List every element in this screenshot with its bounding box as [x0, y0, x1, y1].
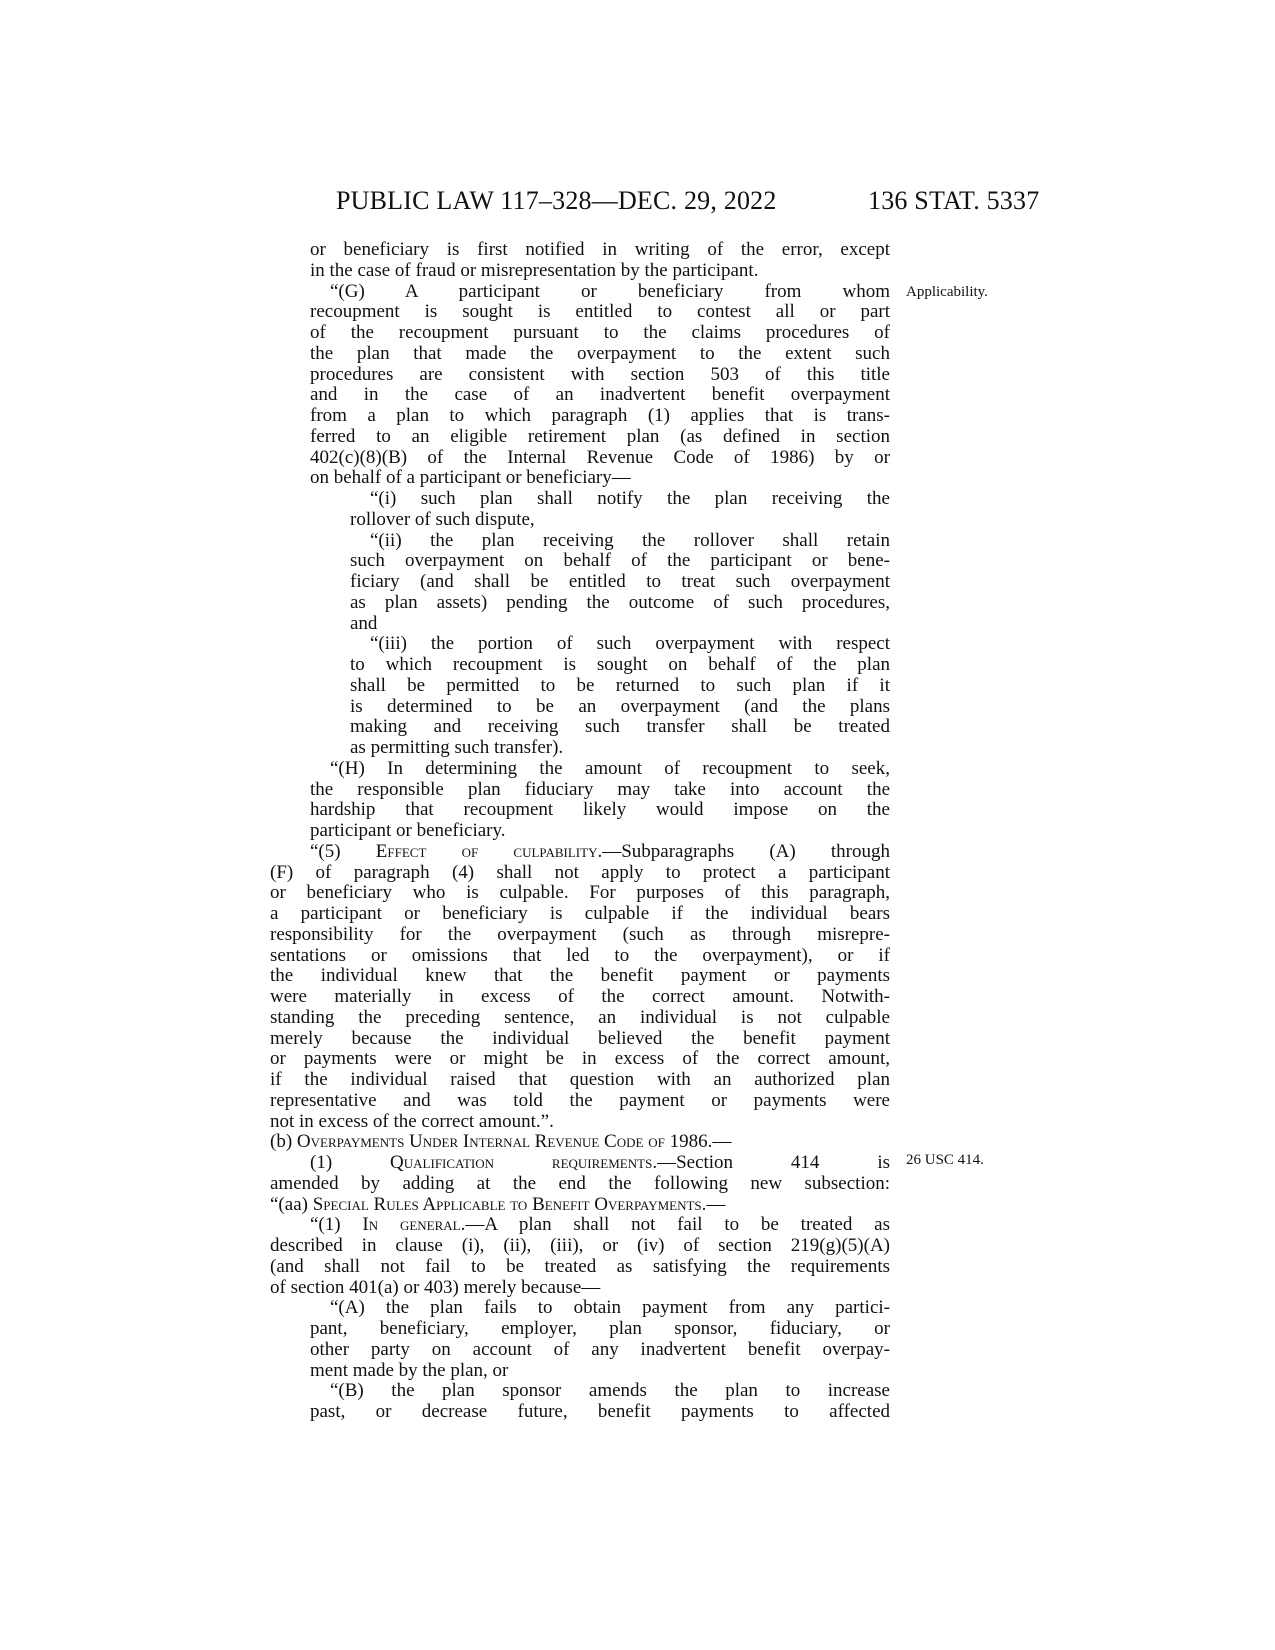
- text-line: [270, 987, 890, 1008]
- line-prefix: (1): [310, 1153, 391, 1173]
- line-text: to which recoupment is sought on behalf of the plan: [350, 655, 890, 675]
- line-text: representative and was told the payment or payments were: [270, 1090, 890, 1111]
- line-text: the responsible plan fiduciary may take into account the: [310, 779, 890, 800]
- line-text: .—: [701, 1193, 726, 1215]
- line-text: “(B) the plan sponsor amends the plan to increase: [330, 1381, 890, 1402]
- running-head-left: PUBLIC LAW 117–328—DEC. 29, 2022: [336, 186, 777, 215]
- line-text: recoupment is sought is entitled to contest all or part: [310, 302, 890, 323]
- line-text: ment made by the plan, or: [310, 1359, 509, 1381]
- text-line: [270, 385, 890, 406]
- line-text: if the individual raised that question with an authorized plan: [270, 1070, 890, 1090]
- text-line: [270, 1215, 890, 1236]
- line-prefix: (b): [270, 1131, 297, 1153]
- text-line: [270, 1236, 890, 1257]
- line-text: not in excess of the correct amount.”.: [270, 1110, 554, 1132]
- section-heading: In general: [362, 1215, 461, 1236]
- section-heading: Special Rules Applicable to Benefit Overpayments: [312, 1193, 702, 1215]
- line-text: or payments were or might be in excess of the correct amount,: [270, 1049, 890, 1070]
- line-text: and in the case of an inadvertent benefit overpayment: [310, 385, 890, 406]
- line-text: .—: [707, 1131, 732, 1153]
- line-text: in the case of fraud or misrepresentation by the participant.: [310, 259, 759, 281]
- line-text: “(H) In determining the amount of recoupment to seek,: [330, 758, 890, 779]
- text-line: [270, 1195, 890, 1216]
- section-heading: Overpayments Under Internal Revenue Code of 1986: [296, 1131, 708, 1153]
- margin-note-usc-citation: 26 USC 414.: [906, 1152, 984, 1168]
- line-text: procedures are consistent with section 503 of this title: [310, 364, 890, 385]
- text-line: [270, 468, 890, 489]
- line-text: “(iii) the portion of such overpayment with respect: [370, 634, 890, 655]
- line-prefix: “(5): [310, 841, 376, 862]
- text-line: [270, 323, 890, 344]
- text-line: [270, 1049, 890, 1070]
- text-line: [270, 863, 890, 884]
- text-line: [270, 1174, 890, 1195]
- text-line: [270, 1319, 890, 1340]
- text-line: [270, 1361, 890, 1382]
- text-line: [270, 1257, 890, 1278]
- text-line: [270, 634, 890, 655]
- text-line: [270, 282, 890, 303]
- line-text: “(G) A participant or beneficiary from whom: [330, 281, 890, 302]
- text-line: [270, 1402, 890, 1423]
- text-line: [270, 925, 890, 946]
- text-line: [270, 655, 890, 676]
- text-line: [270, 302, 890, 323]
- line-text: amended by adding at the end the following new subsection:: [270, 1173, 890, 1194]
- line-text: .—Subparagraphs (A) through: [597, 841, 890, 862]
- line-text: the individual knew that the benefit payment or payments: [270, 966, 890, 987]
- text-line: [270, 1278, 890, 1299]
- statute-body-text: [270, 240, 890, 1423]
- line-text: were materially in excess of the correct amount. Notwith-: [270, 987, 890, 1007]
- line-text: or beneficiary who is culpable. For purposes of this paragraph,: [270, 883, 890, 904]
- text-line: [270, 406, 890, 427]
- text-line: [270, 676, 890, 697]
- text-line: [270, 531, 890, 552]
- text-line: [270, 1298, 890, 1319]
- text-line: [270, 240, 890, 261]
- line-text: as plan assets) pending the outcome of such procedures,: [350, 592, 890, 613]
- text-line: [270, 261, 890, 282]
- line-text: .—A plan shall not fail to be treated as: [460, 1215, 890, 1236]
- text-line: [270, 1153, 890, 1174]
- line-text: ficiary (and shall be entitled to treat such overpayment: [350, 572, 890, 592]
- line-text: .—Section 414 is: [652, 1153, 890, 1173]
- line-text: such overpayment on behalf of the participant or bene-: [350, 551, 890, 572]
- line-text: shall be permitted to be returned to such plan if it: [350, 675, 890, 696]
- text-line: [270, 427, 890, 448]
- line-text: the plan that made the overpayment to the extent such: [310, 343, 890, 364]
- text-line: [270, 344, 890, 365]
- margin-note-applicability: Applicability.: [906, 284, 988, 300]
- line-text: “(A) the plan fails to obtain payment from any partici-: [330, 1298, 890, 1319]
- text-line: [270, 1070, 890, 1091]
- text-line: [270, 800, 890, 821]
- line-text: or beneficiary is first notified in writing of the error, except: [310, 240, 890, 260]
- line-text: making and receiving such transfer shall be treated: [350, 717, 890, 738]
- text-line: [270, 1091, 890, 1112]
- line-prefix: “(1): [310, 1215, 363, 1236]
- text-line: [270, 1112, 890, 1133]
- line-text: past, or decrease future, benefit payments to affected: [310, 1402, 890, 1422]
- line-prefix: “(aa): [270, 1193, 313, 1215]
- text-line: [270, 365, 890, 386]
- text-line: [270, 1381, 890, 1402]
- line-text: responsibility for the overpayment (such as through misrepre-: [270, 924, 890, 945]
- line-text: and: [350, 612, 378, 634]
- line-text: of the recoupment pursuant to the claims procedures of: [310, 323, 890, 343]
- section-heading: Effect of culpability: [375, 841, 598, 862]
- line-text: is determined to be an overpayment (and the plans: [350, 696, 890, 717]
- text-line: [270, 842, 890, 863]
- text-line: [270, 821, 890, 842]
- line-text: as permitting such transfer).: [350, 737, 564, 758]
- text-line: [270, 1008, 890, 1029]
- line-text: ferred to an eligible retirement plan (as defined in section: [310, 426, 890, 447]
- line-text: sentations or omissions that led to the overpayment), or if: [270, 945, 890, 966]
- line-text: on behalf of a participant or beneficiary—: [310, 467, 631, 489]
- text-line: [270, 489, 890, 510]
- line-text: “(i) such plan shall notify the plan receiving the: [370, 489, 890, 509]
- line-text: (and shall not fail to be treated as satisfying the requirements: [270, 1256, 890, 1277]
- line-text: described in clause (i), (ii), (iii), or (iv) of section 219(g)(5)(A): [270, 1236, 890, 1256]
- line-text: of section 401(a) or 403) merely because—: [270, 1276, 601, 1298]
- running-head-right: 136 STAT. 5337: [868, 186, 1040, 215]
- section-heading: Qualification requirements: [390, 1153, 653, 1173]
- text-line: [270, 717, 890, 738]
- text-line: [270, 697, 890, 718]
- text-line: [270, 946, 890, 967]
- line-text: rollover of such dispute,: [350, 508, 535, 530]
- text-line: [270, 448, 890, 469]
- line-text: other party on account of any inadvertent benefit overpay-: [310, 1339, 890, 1360]
- line-text: participant or beneficiary.: [310, 820, 506, 841]
- line-text: (F) of paragraph (4) shall not apply to protect a participant: [270, 862, 890, 883]
- text-line: [270, 738, 890, 759]
- line-text: a participant or beneficiary is culpable if the individual bears: [270, 904, 890, 924]
- text-line: [270, 572, 890, 593]
- text-line: [270, 780, 890, 801]
- line-text: pant, beneficiary, employer, plan sponsor, fiduciary, or: [310, 1319, 890, 1339]
- text-line: [270, 966, 890, 987]
- text-line: [270, 1340, 890, 1361]
- text-line: [270, 883, 890, 904]
- text-line: [270, 551, 890, 572]
- line-text: “(ii) the plan receiving the rollover shall retain: [370, 530, 890, 551]
- line-text: merely because the individual believed the benefit payment: [270, 1028, 890, 1049]
- text-line: [270, 904, 890, 925]
- text-line: [270, 1132, 890, 1153]
- text-line: [270, 593, 890, 614]
- line-text: standing the preceding sentence, an individual is not culpable: [270, 1007, 890, 1028]
- text-line: [270, 1029, 890, 1050]
- text-line: [270, 614, 890, 635]
- line-text: hardship that recoupment likely would impose on the: [310, 800, 890, 821]
- text-line: [270, 759, 890, 780]
- line-text: 402(c)(8)(B) of the Internal Revenue Code of 1986) by or: [310, 447, 890, 468]
- text-line: [270, 510, 890, 531]
- line-text: from a plan to which paragraph (1) applies that is trans-: [310, 406, 890, 426]
